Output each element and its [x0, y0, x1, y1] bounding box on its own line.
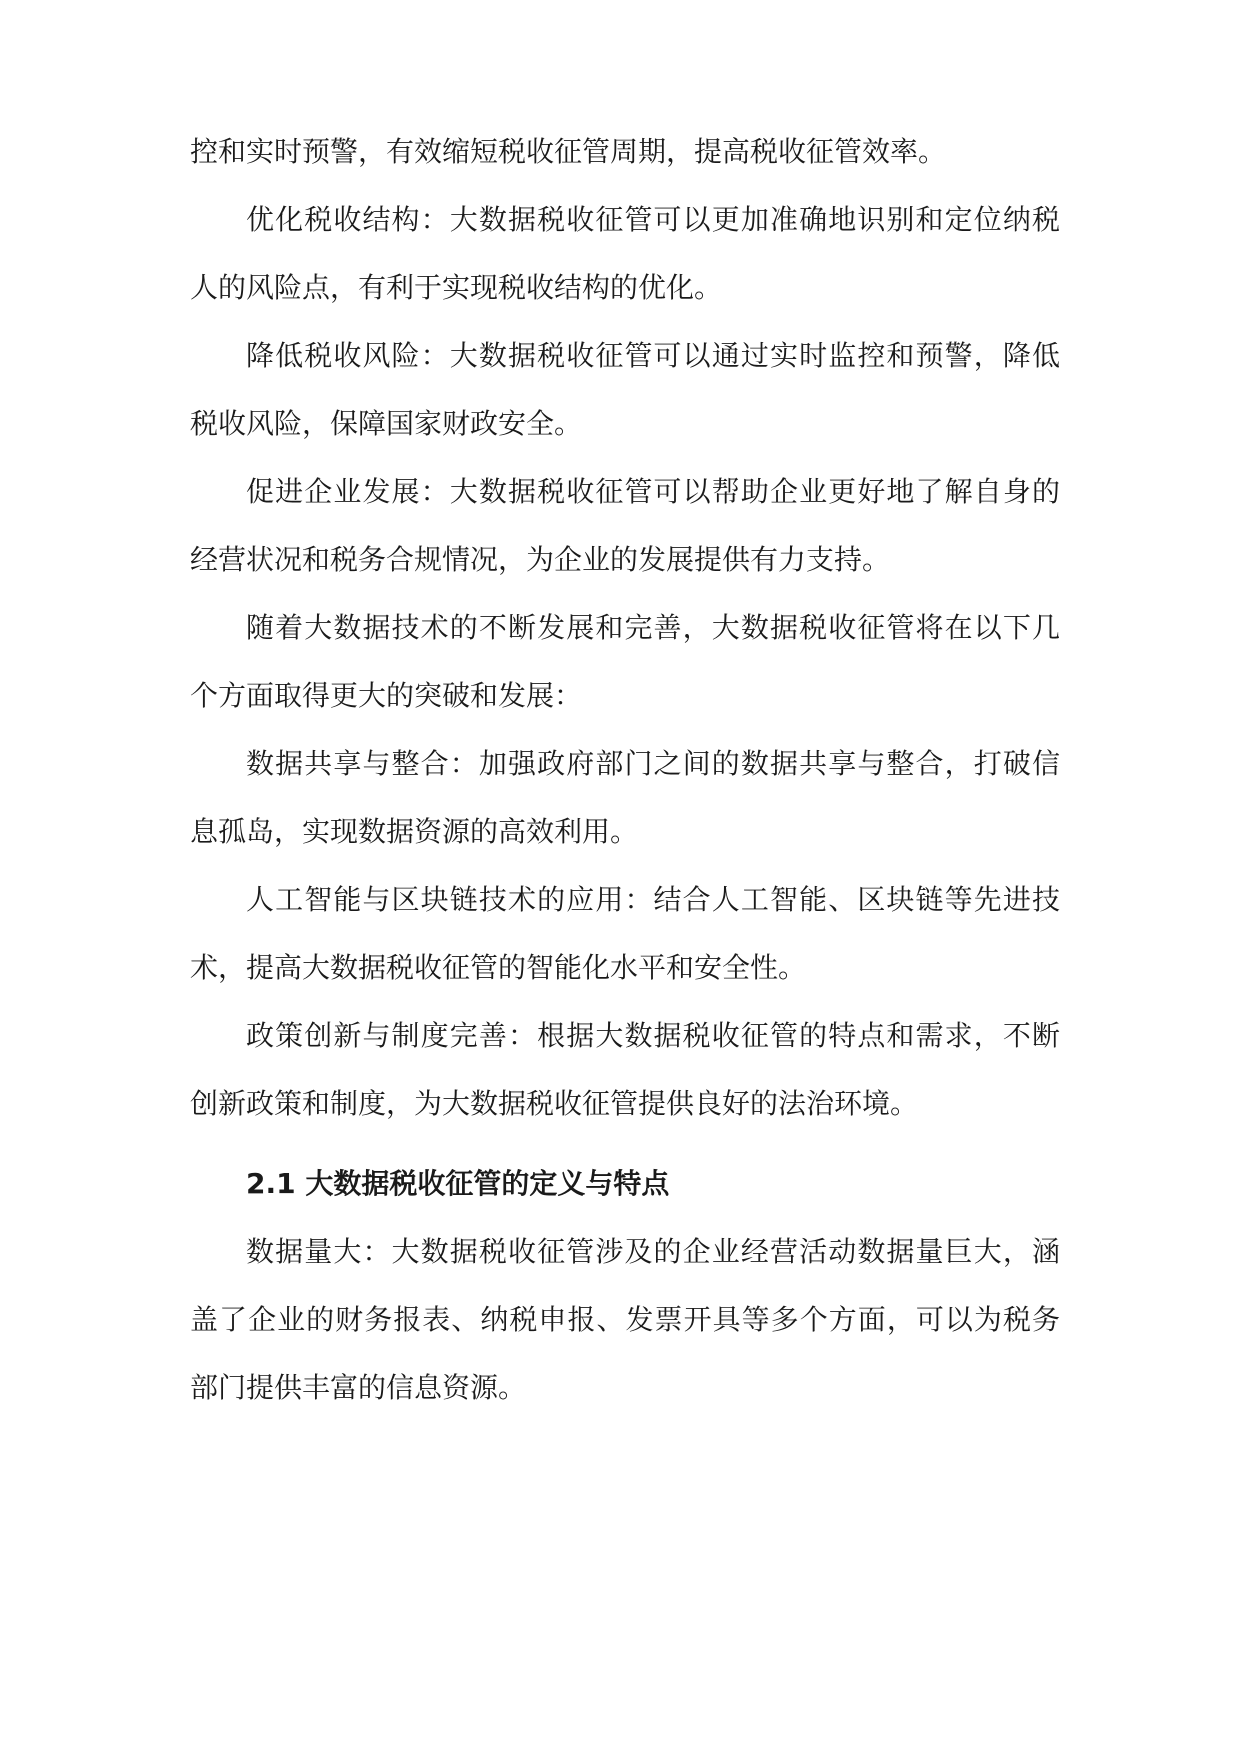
paragraph-line: 盖了企业的财务报表、纳税申报、发票开具等多个方面，可以为税务	[190, 1303, 1060, 1336]
paragraph-line: 息孤岛，实现数据资源的高效利用。	[190, 815, 639, 848]
paragraph-line: 术，提高大数据税收征管的智能化水平和安全性。	[190, 951, 807, 984]
paragraph-line: 政策创新与制度完善：根据大数据税收征管的特点和需求，不断	[246, 1019, 1060, 1052]
paragraph-line: 控和实时预警，有效缩短税收征管周期，提高税收征管效率。	[190, 135, 947, 168]
paragraph-line: 数据共享与整合：加强政府部门之间的数据共享与整合，打破信	[246, 747, 1060, 780]
paragraph-line: 税收风险，保障国家财政安全。	[190, 407, 583, 440]
paragraph-line: 个方面取得更大的突破和发展：	[190, 679, 583, 712]
paragraph-line: 随着大数据技术的不断发展和完善，大数据税收征管将在以下几	[246, 611, 1060, 644]
paragraph-line: 人的风险点，有利于实现税收结构的优化。	[190, 271, 723, 304]
paragraph-line: 促进企业发展：大数据税收征管可以帮助企业更好地了解自身的	[246, 475, 1060, 508]
section-heading: 2.1 大数据税收征管的定义与特点	[246, 1167, 670, 1200]
paragraph-line: 创新政策和制度，为大数据税收征管提供良好的法治环境。	[190, 1087, 919, 1120]
paragraph-line: 人工智能与区块链技术的应用：结合人工智能、区块链等先进技	[246, 883, 1060, 916]
paragraph-line: 降低税收风险：大数据税收征管可以通过实时监控和预警，降低	[246, 339, 1060, 372]
paragraph-line: 经营状况和税务合规情况，为企业的发展提供有力支持。	[190, 543, 891, 576]
paragraph-line: 数据量大：大数据税收征管涉及的企业经营活动数据量巨大，涵	[246, 1235, 1060, 1268]
paragraph-line: 优化税收结构：大数据税收征管可以更加准确地识别和定位纳税	[246, 203, 1060, 236]
paragraph-line: 部门提供丰富的信息资源。	[190, 1371, 527, 1404]
